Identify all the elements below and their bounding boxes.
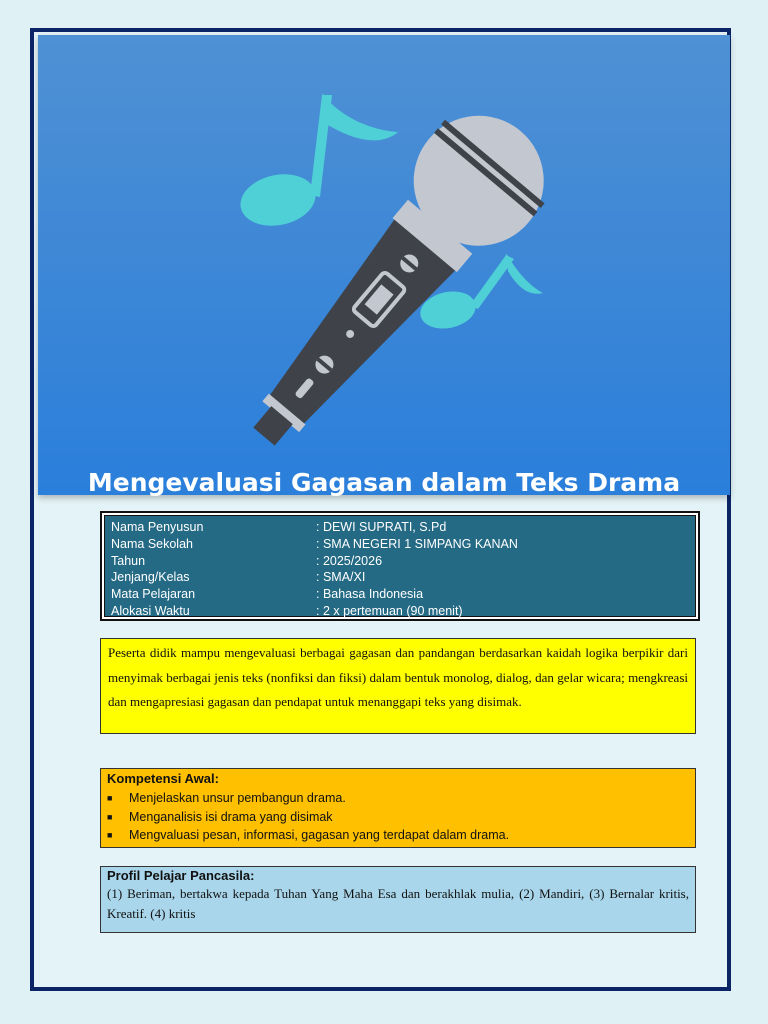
identity-value: : SMA NEGERI 1 SIMPANG KANAN (316, 536, 518, 551)
identity-label: Tahun (111, 553, 146, 568)
identity-value: : 2025/2026 (316, 553, 383, 568)
learning-goal-box (100, 638, 696, 734)
identity-label: Mata Pelajaran (111, 587, 196, 602)
identity-value: : DEWI SUPRATI, S.Pd (316, 520, 447, 534)
music-note-large-icon (236, 93, 398, 232)
list-item (107, 789, 689, 808)
identity-label: Alokasi Waktu (111, 603, 190, 618)
kompetensi-awal-list (107, 789, 689, 845)
identity-row (111, 553, 689, 570)
identity-row (111, 536, 689, 553)
identity-table (100, 511, 700, 621)
identity-value: : 2 x pertemuan (90 menit) (316, 603, 463, 618)
bullet-square-icon: ■ (107, 793, 113, 803)
list-item-text: Mengvaluasi pesan, informasi, gagasan yang terdapat dalam drama. (129, 828, 510, 842)
identity-row (111, 603, 689, 620)
kompetensi-awal-box (100, 768, 696, 848)
profil-pelajar-box (100, 866, 696, 933)
list-item-text: Menjelaskan unsur pembangun drama. (129, 791, 346, 805)
list-item (107, 826, 689, 845)
microphone-icon (214, 89, 570, 478)
document-title: Mengevaluasi Gagasan dalam Teks Drama (87, 468, 681, 497)
identity-value: : Bahasa Indonesia (316, 587, 424, 602)
identity-row (111, 586, 689, 603)
bullet-square-icon: ■ (107, 811, 113, 822)
profil-pelajar-text: (1) Beriman, bertakwa kepada Tuhan Yang Maha Esa dan berakhlak mulia, (2) Mandiri, (3) Bernalar kritis, Kreatif. (4) kritis (107, 886, 689, 921)
identity-label: Jenjang/Kelas (111, 570, 190, 585)
bullet-square-icon: ■ (107, 830, 113, 840)
identity-row (111, 569, 689, 586)
learning-goal-text: Peserta didik mampu mengevaluasi berbagai gagasan dan pandangan berdasarkan kaidah logika berpikir dari menyimak berbagai jenis teks (nonfiksi dan fiksi) dalam bentuk monolog, dialog, dan gelar wicara; mengkreasi dan mengapresiasi gagasan dan pendapat untuk menanggapi teks yang disimak. (108, 645, 688, 709)
list-item-text: Menganalisis isi drama yang disimak (129, 809, 333, 824)
list-item (107, 808, 689, 827)
cover-banner (38, 35, 730, 495)
microphone-illustration (38, 35, 730, 495)
identity-label: Nama Penyusun (111, 520, 204, 534)
identity-value: : SMA/XI (316, 570, 366, 585)
profil-pelajar-title: Profil Pelajar Pancasila: (107, 868, 255, 883)
identity-label: Nama Sekolah (111, 536, 193, 551)
kompetensi-awal-title: Kompetensi Awal: (107, 771, 219, 786)
identity-row (111, 519, 689, 536)
identity-table-body (104, 515, 696, 617)
